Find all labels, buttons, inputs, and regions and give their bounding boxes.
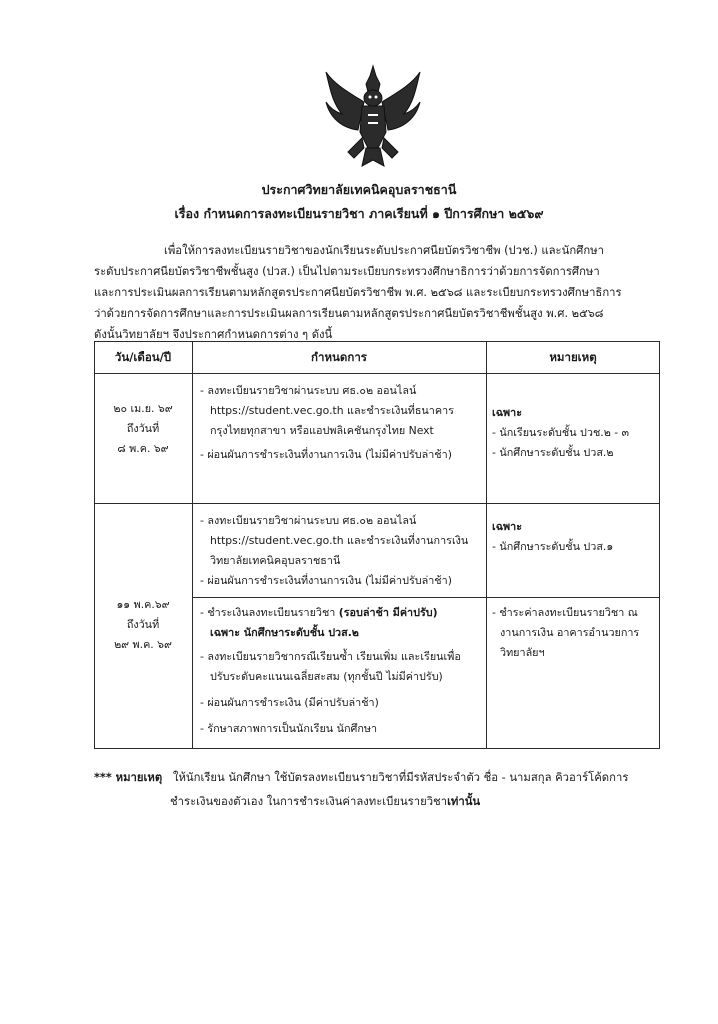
schedule-table: [94, 341, 660, 749]
document-subject: เรื่อง กำหนดการลงทะเบียนรายวิชา ภาคเรียนที่ ๑ ปีการศึกษา ๒๕๖๙: [174, 206, 544, 221]
period2-date: ๑๑ พ.ค.๖๙ ถึงวันที่ ๒๙ พ.ค. ๖๙: [114, 598, 172, 651]
footnote-emphasis: เท่านั้น: [447, 795, 481, 808]
header-date: วัน/เดือน/ปี: [114, 350, 172, 364]
footnote-label: *** หมายเหตุ: [94, 771, 163, 784]
header-schedule: กำหนดการ: [311, 350, 367, 364]
header-remark: หมายเหตุ: [549, 350, 597, 364]
period2a-items: - ลงทะเบียนรายวิชาผ่านระบบ ศธ.๐๒ ออนไลน์ https://student.vec.go.th และชำระเงินที่งานการเงิน วิทยาลัยเทคนิคอุบลราชธานี - ผ่อนผันการชำระเงินที่งานการเงิน (ไม่มีค่าปรับล่าช้า): [200, 514, 469, 587]
intro-line: เพื่อให้การลงทะเบียนรายวิชาของนักเรียนระดับประกาศนียบัตรวิชาชีพ (ปวช.) และนักศึกษา: [164, 244, 604, 257]
garuda-emblem: [318, 62, 428, 172]
period1-date: ๒๐ เม.ย. ๖๙ ถึงวันที่ ๘ พ.ค. ๖๙: [113, 402, 173, 455]
period2b-items: - ชำระเงินลงทะเบียนรายวิชา (รอบล่าช้า มีค่าปรับ) เฉพาะ นักศึกษาระดับชั้น ปวส.๒ - ลงทะเบียนรายวิชากรณีเรียนซ้ำ เรียนเพิ่ม และเรียนเพื่อ ปรับระดับคะแนนเฉลี่ยสะสม (ทุกชั้นปี ไม่มีค่าปรับ) - ผ่อนผันการชำระเงิน (มีค่าปรับล่าช้า) - รักษาสภาพการเป็นนักเรียน นักศึกษา: [200, 606, 461, 735]
intro-line: ดังนั้นวิทยาลัยฯ จึงประกาศกำหนดการต่าง ๆ ดังนี้: [94, 328, 333, 341]
footnote: [94, 766, 694, 814]
intro-line: และการประเมินผลการเรียนตามหลักสูตรประกาศนียบัตรวิชาชีพ พ.ศ. ๒๕๖๘ และระเบียบกระทรวงศึกษาธิการ: [94, 286, 622, 299]
intro-line: ระดับประกาศนียบัตรวิชาชีพชั้นสูง (ปวส.) เป็นไปตามระเบียบกระทรวงศึกษาธิการว่าด้วยการจัดการศึกษา: [94, 265, 600, 278]
intro-paragraph: [94, 240, 664, 345]
period2a-remark: เฉพาะ - นักศึกษาระดับชั้น ปวส.๑: [492, 520, 614, 553]
intro-line: ว่าด้วยการจัดการศึกษาและการประเมินผลการเรียนตามหลักสูตรประกาศนียบัตรวิชาชีพชั้นสูง พ.ศ. ๒๕๖๘: [94, 307, 604, 320]
period1-remark: เฉพาะ - นักเรียนระดับชั้น ปวช.๒ - ๓ - นักศึกษาระดับชั้น ปวส.๒: [492, 406, 629, 459]
footnote-line1: ให้นักเรียน นักศึกษา ใช้บัตรลงทะเบียนรายวิชาที่มีรหัสประจำตัว ชื่อ - นามสกุล คิวอาร์โค้ดการ: [172, 771, 629, 784]
period2b-remark: - ชำระค่าลงทะเบียนรายวิชา ณ งานการเงิน อาคารอำนวยการ วิทยาลัยฯ: [492, 606, 640, 659]
document-title: ประกาศวิทยาลัยเทคนิคอุบลราชธานี: [261, 182, 457, 197]
footnote-line2: ชำระเงินของตัวเอง ในการชำระเงินค่าลงทะเบียนรายวิชา: [170, 795, 448, 808]
period1-items: - ลงทะเบียนรายวิชาผ่านระบบ ศธ.๐๒ ออนไลน์ https://student.vec.go.th และชำระเงินที่ธนาคาร กรุงไทยทุกสาขา หรือแอปพลิเคชันกรุงไทย Next - ผ่อนผันการชำระเงินที่งานการเงิน (ไม่มีค่าปรับล่าช้า): [200, 384, 454, 461]
